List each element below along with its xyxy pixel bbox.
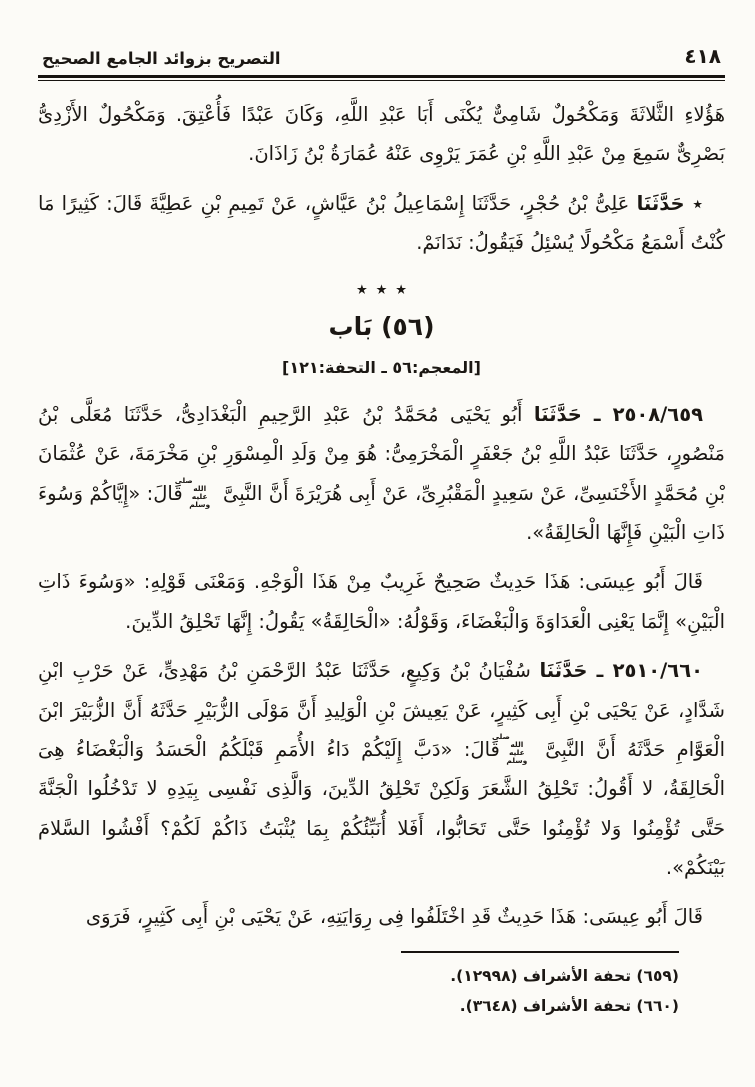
paragraph-text: قَالَ أَبُو عِيسَى: هَذَا حَدِيثٌ قَدِ اخْتَلَفُوا فِى رِوَايَتِهِ، عَنْ يَحْيَى بْنِ أَبِى كَثِيرٍ، فَرَوَى — [85, 905, 703, 929]
footnotes — [38, 951, 679, 1021]
paragraph-text: قَالَ: «إِيَّاكُمْ وَسُوءَ ذَاتِ الْبَيْنِ فَإِنَّهَا الْحَالِقَةُ». — [38, 481, 725, 545]
footnote: (٦٥٩) تحفة الأشراف (١٢٩٩٨). — [450, 966, 679, 985]
paragraph-makhul-biography — [38, 95, 725, 174]
paragraph-lead-text: ٭ حَدَّثَنَا — [636, 191, 704, 215]
paragraph-text: قَالَ أَبُو عِيسَى: هَذَا حَدِيثٌ صَحِيحٌ غَرِيبٌ مِنْ هَذَا الْوَجْهِ. وَمَعْنَى قَوْلِهِ: «وَسُوءَ ذَاتِ الْبَيْنِ» إِنَّمَا يَعْنِى الْعَدَاوَةَ وَالْبَغْضَاءَ، وَقَوْلُهُ: «الْحَالِقَةُ» يَقُولُ: إِنَّهَا تَحْلِقُ الدِّينَ. — [38, 570, 725, 633]
paragraph-text: هَؤُلاءِ الثَّلاثَةَ وَمَكْحُولٌ شَامِىٌّ يُكْنَى أَبَا عَبْدِ اللَّهِ، وَكَانَ عَبْدًا فَأُعْتِقَ. وَمَكْحُولٌ الأَزْدِىُّ بَصْرِىٌّ سَمِعَ مِنْ عَبْدِ اللَّهِ بْنِ عُمَرَ يَرْوِى عَنْهُ عُمَارَةُ بْنُ زَاذَانَ. — [38, 103, 725, 166]
section-separator-stars: ٭ ٭ ٭ — [355, 276, 408, 302]
chapter-heading: (٥٦) بَاب — [328, 311, 435, 341]
footnote-separator-rule — [401, 951, 679, 953]
paragraph-text: قَالَ: «دَبَّ إِلَيْكُمْ دَاءُ الأُمَمِ قَبْلَكُمُ الْحَسَدُ وَالْبَغْضَاءُ هِىَ الْحَالِقَةُ، لا أَقُولُ: تَحْلِقُ الشَّعَرَ وَلَكِنْ تَحْلِقُ الدِّينَ، وَالَّذِى نَفْسِى بِيَدِهِ لا تَدْخُلُوا الْجَنَّةَ حَتَّى تُؤْمِنُوا وَلا تُؤْمِنُوا حَتَّى تَحَابُّوا، أَفَلا أُنَبِّئُكُمْ بِمَا يُثْبَتُ ذَاكُمْ لَكُمْ؟ أَفْشُوا السَّلامَ بَيْنَكُمْ». — [38, 737, 725, 880]
commentary-abu-isa-660 — [38, 897, 725, 936]
narration-ali-ibn-hujr — [38, 184, 725, 263]
content — [38, 95, 725, 937]
paragraph-lead-text: ٢٥٠٨/٦٥٩ ـ حَدَّثَنَا — [533, 402, 703, 426]
saw-seal-symbol: صلى الله عليه وسلم — [491, 732, 528, 765]
book-title: التصريح بزوائد الجامع الصحيح — [42, 49, 281, 68]
chapter-reference: [المعجم:٥٦ ـ التحفة:١٢١] — [282, 357, 481, 377]
paragraph-text: سُفْيَانُ بْنُ وَكِيعٍ، حَدَّثَنَا عَبْدُ الرَّحْمَنِ بْنُ مَهْدِىٍّ، عَنْ حَرْبِ ابْنِ شَدَّادٍ، عَنْ يَحْيَى بْنِ أَبِى كَثِيرٍ، عَنْ يَعِيشَ بْنِ الْوَلِيدِ أَنَّ مَوْلَى الزُّبَيْرِ حَدَّثَهُ أَنَّ الزُّبَيْرَ ابْنَ الْعَوَّامِ حَدَّثَهُ أَنَّ النَّبِىَّ — [38, 659, 725, 761]
paragraph-lead-text: ٢٥١٠/٦٦٠ ـ حَدَّثَنَا — [539, 659, 703, 683]
commentary-abu-isa-659 — [38, 562, 725, 641]
hadith-660 — [38, 651, 725, 887]
header-rule-thin — [38, 80, 725, 81]
saw-seal-symbol: صلى الله عليه وسلم — [174, 476, 211, 509]
paragraph-text: أَبُو يَحْيَى مُحَمَّدُ بْنُ عَبْدِ الرَّحِيمِ الْبَغْدَادِىُّ، حَدَّثَنَا مُعَلَّى بْنُ مَنْصُورٍ، حَدَّثَنَا عَبْدُ اللَّهِ بْنُ جَعْفَرٍ الْمَخْرَمِىُّ: هُوَ مِنْ وَلَدِ الْمِسْوَرِ بْنِ مَخْرَمَةَ، عَنْ عُثْمَانَ بْنِ مُحَمَّدٍ الأَخْنَسِىِّ، عَنْ سَعِيدٍ الْمَقْبُرِىِّ، عَنْ أَبِى هُرَيْرَةَ أَنَّ النَّبِىَّ — [38, 402, 725, 505]
paragraph-text: عَلِىُّ بْنُ حُجْرٍ، حَدَّثَنَا إِسْمَاعِيلُ بْنُ عَيَّاشٍ، عَنْ تَمِيمِ بْنِ عَطِيَّةَ قَالَ: كَثِيرًا مَا كُنْتُ أَسْمَعُ مَكْحُولًا يُسْئِلُ فَيَقُولُ: نَدَانَمْ. — [38, 191, 725, 255]
footnote: (٦٦٠) تحفة الأشراف (٣٦٤٨). — [459, 996, 679, 1015]
header-rule-thick — [38, 75, 725, 78]
page-number: ٤١٨ — [684, 44, 721, 68]
page-header — [38, 44, 725, 75]
hadith-659 — [38, 395, 725, 553]
